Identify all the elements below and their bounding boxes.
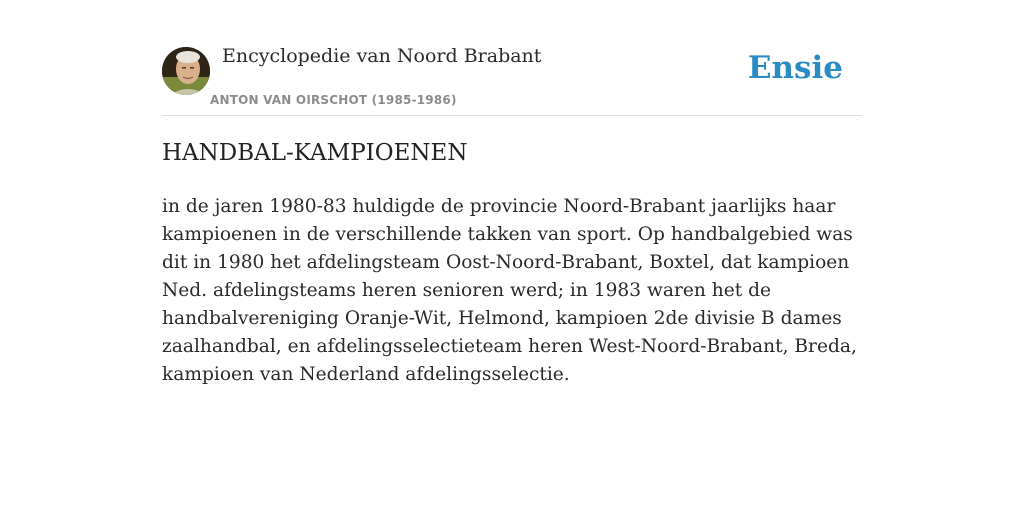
author-name[interactable]: ANTON VAN OIRSCHOT (1985-1986) [210,93,457,107]
article-headword: HANDBAL-KAMPIOENEN [162,140,468,166]
header-divider [162,115,862,116]
site-title[interactable]: Encyclopedie van Noord Brabant [222,45,542,67]
article-body: in de jaren 1980-83 huldigde de provincie Noord-Brabant jaarlijks haar kampioenen in de verschillende takken van sport. Op handbalgebied was dit in 1980 het afdelingsteam Oost-Noord-Brabant, Boxtel, dat kampioen Ned. afdelingsteams heren senioren werd; in 1983 waren het de handbalvereniging Oranje-Wit, Helmond, kampioen 2de divisie B dames zaalhandbal, en afdelingsselectieteam heren West-Noord-Brabant, Breda, kampioen van Nederland afdelingsselectie. [162,196,857,385]
author-portrait-image [162,47,210,95]
author-avatar [162,47,210,95]
ensie-logo[interactable]: Ensie [747,50,843,86]
